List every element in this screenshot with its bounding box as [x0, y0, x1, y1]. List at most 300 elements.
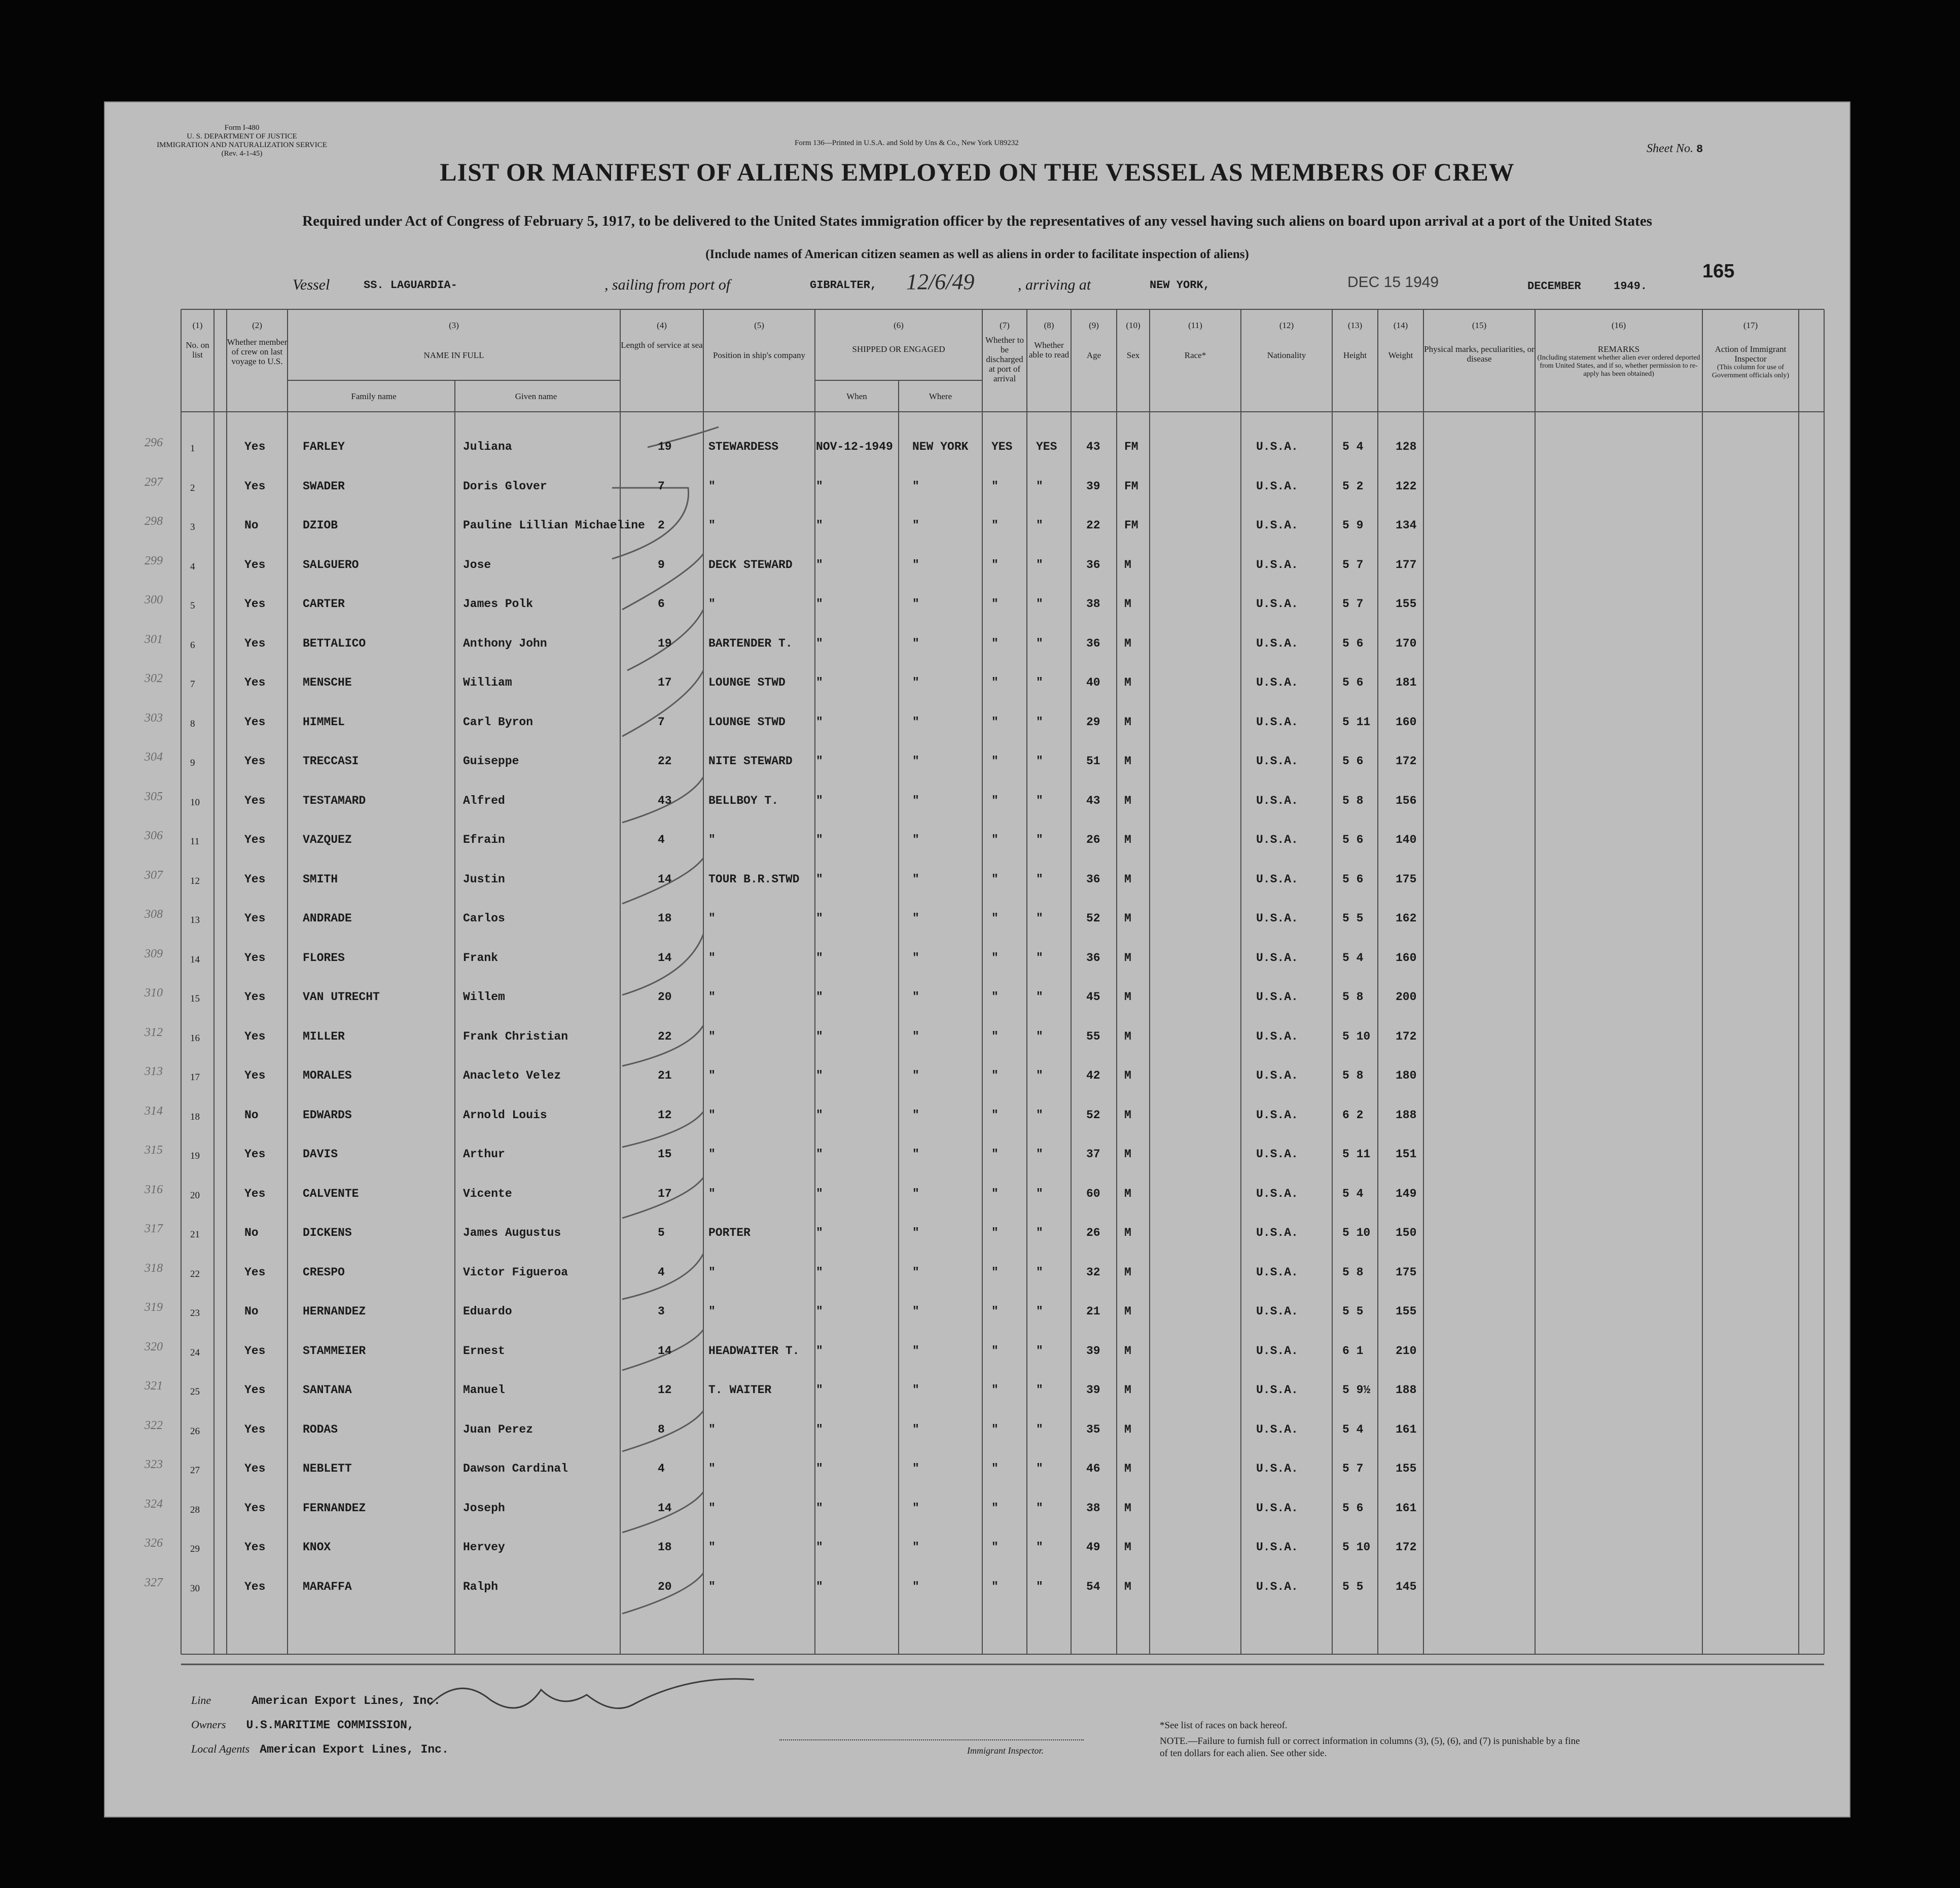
family-name-cell: HIMMEL: [303, 715, 345, 729]
table-row: [105, 781, 1849, 820]
family-name-cell: SWADER: [303, 479, 345, 493]
sex-cell: M: [1124, 951, 1131, 965]
shipped-when-cell: ": [816, 1108, 823, 1122]
position-cell: ": [708, 1501, 716, 1515]
height-cell: 5 8: [1342, 990, 1364, 1004]
weight-cell: 188: [1396, 1108, 1417, 1122]
able-to-read-cell: ": [1036, 755, 1043, 768]
service-length-cell: 14: [658, 872, 672, 886]
sailing-date: 12/6/49: [906, 269, 975, 294]
able-to-read-cell: ": [1036, 1187, 1043, 1200]
nationality-cell: U.S.A.: [1256, 990, 1298, 1004]
row-number-cell: 9: [190, 758, 195, 768]
prior-voyage-cell: Yes: [244, 715, 266, 729]
row-number-cell: 10: [190, 797, 200, 808]
nationality-cell: U.S.A.: [1256, 951, 1298, 965]
position-cell: ": [708, 1108, 716, 1122]
shipped-when-cell: ": [816, 1305, 823, 1318]
height-cell: 5 10: [1342, 1029, 1371, 1043]
position-cell: ": [708, 990, 716, 1004]
handwritten-number: 316: [145, 1183, 163, 1196]
family-name-cell: MORALES: [303, 1069, 352, 1082]
discharged-cell: ": [991, 1344, 999, 1358]
position-cell: NITE STEWARD: [708, 755, 793, 768]
family-name-header: Family name: [351, 391, 397, 401]
nationality-cell: U.S.A.: [1256, 755, 1298, 768]
age-cell: 43: [1086, 440, 1100, 453]
service: IMMIGRATION AND NATURALIZATION SERVICE: [157, 141, 327, 149]
shipped-where-cell: ": [912, 636, 919, 650]
service-length-cell: 12: [658, 1108, 672, 1122]
height-cell: 5 10: [1342, 1541, 1371, 1554]
prior-voyage-cell: Yes: [244, 1580, 266, 1593]
row-number-cell: 15: [190, 993, 200, 1004]
height-cell: 5 8: [1342, 794, 1364, 807]
position-cell: ": [708, 479, 716, 493]
table-row: [105, 1449, 1849, 1487]
service-length-cell: 20: [658, 1580, 672, 1593]
given-name-cell: James Augustus: [463, 1226, 561, 1239]
height-cell: 5 6: [1342, 833, 1364, 846]
position-cell: ": [708, 833, 716, 846]
able-to-read-cell: ": [1036, 1501, 1043, 1515]
given-name-cell: Dawson Cardinal: [463, 1462, 568, 1475]
shipped-where-cell: ": [912, 1580, 919, 1593]
given-name-cell: Arthur: [463, 1148, 505, 1161]
shipped-when-cell: ": [816, 912, 823, 925]
family-name-cell: STAMMEIER: [303, 1344, 366, 1358]
shipped-where-cell: ": [912, 951, 919, 965]
shipped-where-cell: NEW YORK: [912, 440, 969, 453]
prior-voyage-cell: Yes: [244, 1029, 266, 1043]
given-name-cell: Anthony John: [463, 636, 547, 650]
page-title: LIST OR MANIFEST OF ALIENS EMPLOYED ON THE VESSEL AS MEMBERS OF CREW: [440, 158, 1515, 186]
prior-voyage-cell: Yes: [244, 1069, 266, 1082]
weight-cell: 175: [1396, 872, 1417, 886]
service-length-cell: 14: [658, 1501, 672, 1515]
shipped-where-cell: ": [912, 1383, 919, 1397]
given-name-cell: Juan Perez: [463, 1422, 533, 1436]
height-cell: 5 6: [1342, 636, 1364, 650]
shipped-where-cell: ": [912, 1501, 919, 1515]
nationality-cell: U.S.A.: [1256, 794, 1298, 807]
sex-cell: M: [1124, 872, 1131, 886]
given-name-cell: Jose: [463, 558, 491, 572]
sex-cell: M: [1124, 1344, 1131, 1358]
position-cell: ": [708, 1029, 716, 1043]
sex-cell: M: [1124, 1305, 1131, 1318]
weight-cell: 122: [1396, 479, 1417, 493]
sex-cell: M: [1124, 1148, 1131, 1161]
nationality-cell: U.S.A.: [1256, 1501, 1298, 1515]
shipped-where-cell: ": [912, 833, 919, 846]
weight-cell: 156: [1396, 794, 1417, 807]
service-length-cell: 8: [658, 1422, 665, 1436]
shipped-where-cell: ": [912, 990, 919, 1004]
sex-cell: M: [1124, 1541, 1131, 1554]
handwritten-number: 305: [145, 790, 163, 803]
able-to-read-cell: ": [1036, 1541, 1043, 1554]
weight-cell: 172: [1396, 755, 1417, 768]
family-name-cell: DAVIS: [303, 1148, 338, 1161]
prior-voyage-cell: Yes: [244, 440, 266, 453]
position-cell: ": [708, 1462, 716, 1475]
nationality-cell: U.S.A.: [1256, 1148, 1298, 1161]
given-name-cell: Victor Figueroa: [463, 1265, 568, 1279]
given-name-cell: Willem: [463, 990, 505, 1004]
age-cell: 42: [1086, 1069, 1100, 1082]
col-14-header: (14) Weight: [1388, 320, 1413, 360]
able-to-read-cell: ": [1036, 1148, 1043, 1161]
table-row: [105, 663, 1849, 701]
shipped-when-cell: ": [816, 951, 823, 965]
prior-voyage-cell: Yes: [244, 755, 266, 768]
shipped-when-cell: ": [816, 636, 823, 650]
table-row: [105, 1095, 1849, 1134]
table-row: [105, 1292, 1849, 1330]
weight-cell: 170: [1396, 636, 1417, 650]
discharged-cell: ": [991, 755, 999, 768]
handwritten-number: 324: [145, 1497, 163, 1511]
shipped-when-cell: ": [816, 1541, 823, 1554]
able-to-read-cell: ": [1036, 794, 1043, 807]
given-name-cell: Carl Byron: [463, 715, 533, 729]
able-to-read-cell: ": [1036, 1305, 1043, 1318]
age-cell: 55: [1086, 1029, 1100, 1043]
col-16-header: (16) REMARKS (Including statement whether alien ever ordered deported from United States, and if so, whether permission to re-apply has been obtained): [1537, 320, 1700, 378]
prior-voyage-cell: Yes: [244, 1148, 266, 1161]
service-length-cell: 20: [658, 990, 672, 1004]
nationality-cell: U.S.A.: [1256, 1541, 1298, 1554]
shipped-where-cell: ": [912, 1148, 919, 1161]
discharged-cell: ": [991, 519, 999, 532]
shipped-where-cell: ": [912, 479, 919, 493]
sex-cell: M: [1124, 636, 1131, 650]
nationality-cell: U.S.A.: [1256, 1187, 1298, 1200]
shipped-where-cell: ": [912, 912, 919, 925]
shipped-where-cell: ": [912, 1422, 919, 1436]
row-number-cell: 1: [190, 443, 195, 454]
where-header: Where: [929, 391, 952, 401]
col-12-header: (12) Nationality: [1267, 320, 1306, 360]
family-name-cell: FERNANDEZ: [303, 1501, 366, 1515]
family-name-cell: DZIOB: [303, 519, 338, 532]
sheet-value: 8: [1696, 143, 1703, 156]
height-cell: 5 10: [1342, 1226, 1371, 1239]
prior-voyage-cell: Yes: [244, 951, 266, 965]
sex-cell: M: [1124, 1462, 1131, 1475]
shipped-where-cell: ": [912, 597, 919, 611]
prior-voyage-cell: No: [244, 1226, 259, 1239]
table-row: [105, 1488, 1849, 1527]
row-number-cell: 20: [190, 1190, 200, 1201]
discharged-cell: ": [991, 990, 999, 1004]
family-name-cell: MARAFFA: [303, 1580, 352, 1593]
given-name-cell: Justin: [463, 872, 505, 886]
shipped-when-cell: ": [816, 1148, 823, 1161]
service-length-cell: 14: [658, 951, 672, 965]
sex-cell: M: [1124, 794, 1131, 807]
handwritten-number: 300: [145, 593, 163, 607]
height-cell: 5 7: [1342, 558, 1364, 572]
table-row: [105, 1213, 1849, 1252]
handwritten-number: 327: [145, 1576, 163, 1589]
given-name-cell: Ernest: [463, 1344, 505, 1358]
shipped-when-cell: ": [816, 1422, 823, 1436]
able-to-read-cell: ": [1036, 1422, 1043, 1436]
height-cell: 5 6: [1342, 1501, 1364, 1515]
given-name-cell: Frank Christian: [463, 1029, 568, 1043]
sailing-port: GIBRALTER,: [810, 279, 877, 292]
row-number-cell: 28: [190, 1504, 200, 1515]
row-number-cell: 18: [190, 1111, 200, 1122]
weight-cell: 140: [1396, 833, 1417, 846]
position-cell: PORTER: [708, 1226, 751, 1239]
able-to-read-cell: ": [1036, 519, 1043, 532]
handwritten-number: 314: [145, 1104, 163, 1118]
shipped-where-cell: ": [912, 558, 919, 572]
table-row: [105, 1253, 1849, 1291]
age-cell: 40: [1086, 676, 1100, 689]
shipped-where-cell: ": [912, 715, 919, 729]
sailing-label: , sailing from port of: [604, 276, 731, 293]
handwritten-number: 320: [145, 1340, 163, 1353]
row-number-cell: 13: [190, 915, 200, 925]
col-11-header: (11) Race*: [1184, 320, 1206, 360]
row-number-cell: 5: [190, 600, 195, 611]
age-cell: 26: [1086, 833, 1100, 846]
shipped-where-cell: ": [912, 1462, 919, 1475]
shipped-where-cell: ": [912, 1305, 919, 1318]
row-number-cell: 23: [190, 1308, 200, 1319]
vessel-name: SS. LAGUARDIA-: [364, 279, 457, 292]
service-length-cell: 6: [658, 597, 665, 611]
table-row: [105, 702, 1849, 741]
able-to-read-cell: ": [1036, 872, 1043, 886]
shipped-where-cell: ": [912, 1541, 919, 1554]
age-cell: 54: [1086, 1580, 1100, 1593]
height-cell: 5 9½: [1342, 1383, 1371, 1397]
height-cell: 5 5: [1342, 1580, 1364, 1593]
height-cell: 5 4: [1342, 1187, 1364, 1200]
height-cell: 5 11: [1342, 1148, 1371, 1161]
service-length-cell: 21: [658, 1069, 672, 1082]
service-length-cell: 22: [658, 1029, 672, 1043]
sex-cell: M: [1124, 1069, 1131, 1082]
shipped-when-cell: ": [816, 872, 823, 886]
row-number-cell: 22: [190, 1268, 200, 1279]
handwritten-number: 310: [145, 986, 163, 1000]
able-to-read-cell: ": [1036, 636, 1043, 650]
nationality-cell: U.S.A.: [1256, 597, 1298, 611]
weight-cell: 210: [1396, 1344, 1417, 1358]
nationality-cell: U.S.A.: [1256, 872, 1298, 886]
discharged-cell: ": [991, 1265, 999, 1279]
inspector-signature-line: [779, 1739, 1084, 1740]
position-cell: ": [708, 1187, 716, 1200]
age-cell: 60: [1086, 1187, 1100, 1200]
prior-voyage-cell: Yes: [244, 676, 266, 689]
handwritten-number: 298: [145, 515, 163, 528]
row-number-cell: 16: [190, 1032, 200, 1044]
handwritten-number: 322: [145, 1418, 163, 1432]
handwritten-number: 318: [145, 1261, 163, 1275]
sex-cell: M: [1124, 755, 1131, 768]
shipped-when-cell: ": [816, 519, 823, 532]
table-row: [105, 899, 1849, 937]
shipped-where-cell: ": [912, 794, 919, 807]
handwritten-number: 309: [145, 947, 163, 960]
given-name-cell: Anacleto Velez: [463, 1069, 561, 1082]
row-number-cell: 8: [190, 718, 195, 729]
vessel-label: Vessel: [293, 276, 330, 293]
position-cell: HEADWAITER T.: [708, 1344, 800, 1358]
discharged-cell: ": [991, 1305, 999, 1318]
table-row: [105, 820, 1849, 859]
col-5-header: (5) Position in ship's company: [712, 320, 806, 360]
col-15-header: (15) Physical marks, peculiarities, or disease: [1424, 320, 1535, 364]
handwritten-number: 315: [145, 1144, 163, 1157]
sex-cell: FM: [1124, 479, 1138, 493]
shipped-when-cell: ": [816, 715, 823, 729]
family-name-cell: VAZQUEZ: [303, 833, 352, 846]
nationality-cell: U.S.A.: [1256, 1580, 1298, 1593]
discharged-cell: ": [991, 951, 999, 965]
row-number-cell: 26: [190, 1426, 200, 1437]
handwritten-number: 312: [145, 1025, 163, 1039]
service-length-cell: 7: [658, 479, 665, 493]
prior-voyage-cell: Yes: [244, 1541, 266, 1554]
given-name-cell: Guiseppe: [463, 755, 519, 768]
able-to-read-cell: ": [1036, 1069, 1043, 1082]
shipped-when-cell: ": [816, 1383, 823, 1397]
row-number-cell: 2: [190, 482, 195, 493]
age-cell: 37: [1086, 1148, 1100, 1161]
prior-voyage-cell: Yes: [244, 1344, 266, 1358]
discharged-cell: ": [991, 912, 999, 925]
weight-cell: 151: [1396, 1148, 1417, 1161]
family-name-cell: CALVENTE: [303, 1187, 359, 1200]
nationality-cell: U.S.A.: [1256, 519, 1298, 532]
penalty-note: NOTE.—Failure to furnish full or correct information in columns (3), (5), (6), and (7) is punishable by a fine of ten dollars for each alien. See other side.: [1160, 1736, 1580, 1759]
weight-cell: 155: [1396, 1462, 1417, 1475]
shipped-when-cell: NOV-12-1949: [816, 440, 893, 453]
given-name-cell: Carlos: [463, 912, 505, 925]
shipped-when-cell: ": [816, 558, 823, 572]
discharged-cell: YES: [991, 440, 1013, 453]
table-row: [105, 506, 1849, 544]
age-cell: 36: [1086, 636, 1100, 650]
position-cell: ": [708, 1305, 716, 1318]
prior-voyage-cell: No: [244, 1305, 259, 1318]
shipped-where-cell: ": [912, 1226, 919, 1239]
col-13-header: (13) Height: [1343, 320, 1367, 360]
sex-cell: M: [1124, 1226, 1131, 1239]
given-name-cell: Efrain: [463, 833, 505, 846]
table-row: [105, 1056, 1849, 1094]
age-cell: 49: [1086, 1541, 1100, 1554]
col-3-header: (3) NAME IN FULL: [423, 320, 484, 360]
age-cell: 51: [1086, 755, 1100, 768]
age-cell: 35: [1086, 1422, 1100, 1436]
shipped-where-cell: ": [912, 519, 919, 532]
position-cell: TOUR B.R.STWD: [708, 872, 800, 886]
service-length-cell: 18: [658, 1541, 672, 1554]
family-name-cell: HERNANDEZ: [303, 1305, 366, 1318]
able-to-read-cell: ": [1036, 912, 1043, 925]
able-to-read-cell: ": [1036, 1108, 1043, 1122]
family-name-cell: SALGUERO: [303, 558, 359, 572]
col-2-header: (2) Whether member of crew on last voyage to U.S.: [227, 320, 288, 366]
shipped-where-cell: ": [912, 755, 919, 768]
discharged-cell: ": [991, 597, 999, 611]
prior-voyage-cell: No: [244, 1108, 259, 1122]
position-cell: BARTENDER T.: [708, 636, 793, 650]
age-cell: 52: [1086, 912, 1100, 925]
shipped-when-cell: ": [816, 1344, 823, 1358]
weight-cell: 161: [1396, 1422, 1417, 1436]
family-name-cell: RODAS: [303, 1422, 338, 1436]
age-cell: 52: [1086, 1108, 1100, 1122]
family-name-cell: MILLER: [303, 1029, 345, 1043]
discharged-cell: ": [991, 1422, 999, 1436]
sex-cell: M: [1124, 1501, 1131, 1515]
nationality-cell: U.S.A.: [1256, 1305, 1298, 1318]
position-cell: LOUNGE STWD: [708, 715, 786, 729]
shipped-where-cell: ": [912, 1108, 919, 1122]
height-cell: 5 5: [1342, 912, 1364, 925]
position-cell: ": [708, 1422, 716, 1436]
service-length-cell: 43: [658, 794, 672, 807]
shipped-when-cell: ": [816, 1265, 823, 1279]
age-cell: 22: [1086, 519, 1100, 532]
shipped-where-cell: ": [912, 1069, 919, 1082]
prior-voyage-cell: Yes: [244, 1501, 266, 1515]
weight-cell: 150: [1396, 1226, 1417, 1239]
height-cell: 5 9: [1342, 519, 1364, 532]
nationality-cell: U.S.A.: [1256, 833, 1298, 846]
family-name-cell: FLORES: [303, 951, 345, 965]
age-cell: 36: [1086, 558, 1100, 572]
shipped-where-cell: ": [912, 1265, 919, 1279]
family-name-cell: KNOX: [303, 1541, 331, 1554]
sex-cell: M: [1124, 715, 1131, 729]
nationality-cell: U.S.A.: [1256, 1265, 1298, 1279]
given-name-cell: Pauline Lillian Michaeline: [463, 519, 645, 532]
agents-row: [191, 1742, 449, 1756]
height-cell: 5 4: [1342, 1422, 1364, 1436]
position-cell: BELLBOY T.: [708, 794, 779, 807]
sex-cell: M: [1124, 1187, 1131, 1200]
position-cell: ": [708, 912, 716, 925]
given-name-cell: Frank: [463, 951, 498, 965]
revision: (Rev. 4-1-45): [221, 150, 263, 158]
age-cell: 39: [1086, 479, 1100, 493]
prior-voyage-cell: Yes: [244, 1462, 266, 1475]
page-stamp: 165: [1702, 261, 1735, 282]
handwritten-number: 319: [145, 1301, 163, 1314]
row-number-cell: 7: [190, 679, 195, 690]
nationality-cell: U.S.A.: [1256, 1108, 1298, 1122]
shipped-when-cell: ": [816, 1462, 823, 1475]
shipped-where-cell: ": [912, 676, 919, 689]
shipped-when-cell: ": [816, 990, 823, 1004]
include-note: (Include names of American citizen seamen as well as aliens in order to facilitate inspection of aliens): [705, 247, 1249, 261]
service-length-cell: 12: [658, 1383, 672, 1397]
position-cell: ": [708, 519, 716, 532]
shipped-when-cell: ": [816, 794, 823, 807]
service-length-cell: 9: [658, 558, 665, 572]
